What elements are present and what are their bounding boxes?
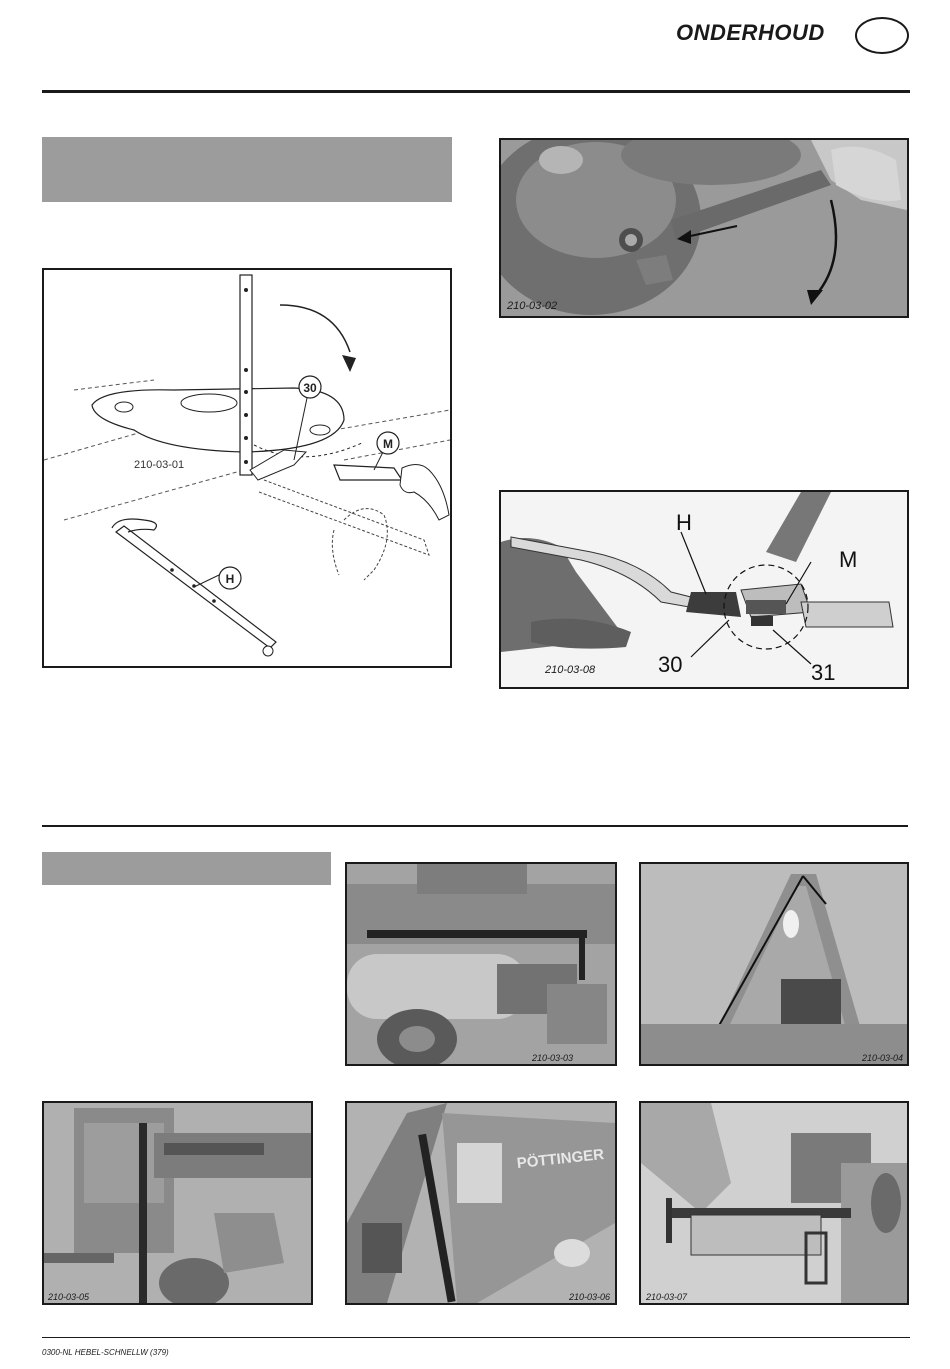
figure-210-03-06	[345, 1101, 617, 1305]
footer-doc-code: 0300-NL HEBEL-SCHNELLW (379)	[42, 1348, 169, 1357]
photo-blade-mount	[501, 492, 907, 687]
figure-code: 210-03-04	[862, 1053, 904, 1063]
section-heading-box	[42, 137, 452, 202]
callout-31: 31	[811, 660, 836, 685]
figure-code: 210-03-02	[507, 300, 558, 312]
header-rule	[42, 90, 910, 93]
callout-M: M	[839, 547, 858, 572]
figure-code: 210-03-05	[48, 1292, 90, 1302]
figure-210-03-03	[345, 862, 617, 1066]
photo-frame-storage	[44, 1103, 311, 1303]
footer-rule	[42, 1337, 910, 1338]
page-title: ONDERHOUD	[676, 20, 825, 45]
photo-lever-disc	[501, 140, 907, 316]
figure-210-03-02	[499, 138, 909, 318]
figure-210-03-05	[42, 1101, 313, 1305]
photo-storage-bracket	[347, 864, 615, 1064]
photo-bracket-in-hand	[641, 1103, 907, 1303]
figure-210-03-07	[639, 1101, 909, 1305]
lever-drawing	[44, 270, 450, 666]
callout-30: 30	[658, 652, 683, 677]
language-badge	[855, 17, 909, 54]
figure-210-03-04	[639, 862, 909, 1066]
figure-code: 210-03-06	[569, 1292, 611, 1302]
figure-code: 210-03-03	[532, 1053, 574, 1063]
callout-30: 30	[303, 381, 317, 395]
section-heading-box	[42, 852, 331, 885]
section-rule	[42, 825, 908, 827]
figure-210-03-01	[42, 268, 452, 668]
photo-a-frame	[641, 864, 907, 1064]
figure-code: 210-03-07	[646, 1292, 688, 1302]
callout-H: H	[225, 572, 235, 586]
figure-code: 210-03-01	[134, 459, 185, 471]
brand-lettering: PÖTTINGER	[516, 1146, 605, 1173]
figure-code: 210-03-08	[545, 664, 596, 676]
callout-H: H	[676, 510, 692, 535]
photo-pottinger-frame	[347, 1103, 615, 1303]
figure-210-03-08	[499, 490, 909, 689]
callout-M: M	[383, 437, 393, 451]
